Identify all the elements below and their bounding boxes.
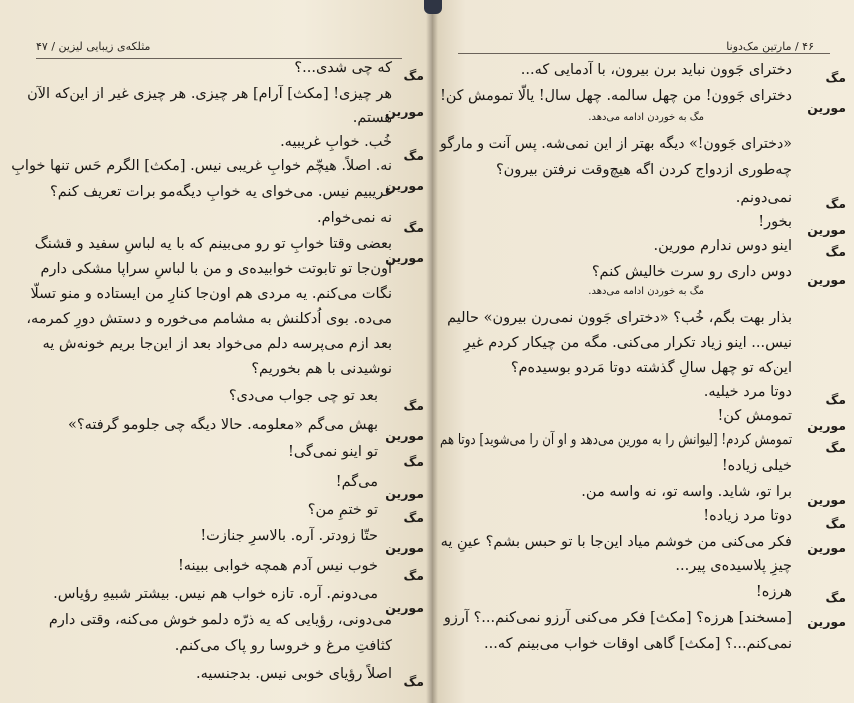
speaker-name: مگ bbox=[403, 398, 424, 413]
dialogue-line: [مسخند] هرزه؟ [مکث] فکر می‌کنی آرزو نمی‌کنم...؟ آرزو bbox=[443, 610, 792, 626]
dialogue-line: بعضی وقتا خوابِ تو رو می‌بینم که با یه لباسِ سفید و قشنگ bbox=[34, 236, 392, 252]
dialogue-line: خوب نیس آدم همچه خوابی ببینه! bbox=[177, 558, 378, 574]
speaker-name: مورین bbox=[807, 418, 846, 433]
dialogue-line: بعد تو چی جواب می‌دی؟ bbox=[228, 388, 378, 404]
speaker-name: مگ bbox=[825, 244, 846, 259]
dialogue-line: نوشیدنی با هم بخوریم؟ bbox=[251, 361, 392, 377]
dialogue-line: برا تو، شاید. واسه تو، نه واسه من. bbox=[581, 484, 792, 500]
dialogue-line: فکر می‌کنی من خوشم میاد این‌جا با تو حبس بشم؟ عینِ یه bbox=[440, 534, 792, 550]
dialogue-line: «دخترای جَوون!» دیگه بهتر از این نمی‌شه. پس آنت و مارگو bbox=[440, 136, 792, 152]
dialogue-line: خُب. خوابِ غریبیه. bbox=[280, 134, 392, 150]
speaker-name: مگ bbox=[403, 674, 424, 689]
dialogue-line: حتّا زودتر. آره. بالاسرِ جنازت! bbox=[200, 528, 378, 544]
dialogue-line: بذار بهت بگم، خُب؟ «دخترای جَوون نمی‌رن بیرون» حالیم bbox=[447, 310, 792, 326]
book-gutter bbox=[426, 0, 438, 703]
left-header-rule bbox=[36, 58, 402, 59]
left-page-header: مثلکه‌ی زیبایی لیزین / ۴۷ bbox=[36, 40, 151, 53]
dialogue-line: نگات می‌کنم. یه مردی هم اون‌جا کنارِ من ایستاده و منو تسلّا bbox=[30, 286, 392, 302]
stage-direction: مگ به خوردن ادامه می‌دهد. bbox=[588, 286, 704, 297]
speaker-name: مگ bbox=[825, 196, 846, 211]
right-header-rule bbox=[458, 53, 830, 54]
dialogue-line: دوتا مرد زیاده! bbox=[703, 508, 792, 524]
dialogue-line: هستم. bbox=[352, 110, 392, 126]
dialogue-line: دوتا مرد خیلیه. bbox=[703, 384, 792, 400]
dialogue-line: خیلی زیاده! bbox=[721, 458, 792, 474]
dialogue-line: می‌دونم. آره. تازه خواب هم نیس. بیشتر شبیهِ رؤیاس. bbox=[53, 586, 378, 602]
speaker-name: مگ bbox=[403, 148, 424, 163]
dialogue-line: می‌دونی، رؤیایی که یه ذرّه دلمو خوش می‌کنه، وقتی دارم bbox=[48, 612, 392, 628]
dialogue-line: هر چیزی! [مکث] آرام] هر چیزی. هر چیزی غیر از این‌که الآن bbox=[27, 86, 392, 102]
dialogue-line: این‌که تو چهل سالِ گذشته دوتا مَردو بوسیده‌م؟ bbox=[510, 360, 792, 376]
speaker-name: مگ bbox=[403, 510, 424, 525]
dialogue-line: نمی‌کنم...؟ [مکث] گاهی اوقات خواب می‌بینم که... bbox=[484, 636, 792, 652]
speaker-name: مورین bbox=[807, 222, 846, 237]
speaker-name: مگ bbox=[403, 454, 424, 469]
speaker-name: مورین bbox=[385, 104, 424, 119]
dialogue-line: بهش می‌گم «معلومه. حالا دیگه چی جلومو گرفته؟» bbox=[68, 417, 378, 433]
speaker-name: مگ bbox=[825, 516, 846, 531]
stage-direction: مگ به خوردن ادامه می‌دهد. bbox=[588, 112, 704, 123]
speaker-name: مورین bbox=[807, 540, 846, 555]
speaker-name: مورین bbox=[807, 272, 846, 287]
dialogue-line: نمی‌دونم. bbox=[735, 190, 792, 206]
speaker-name: مورین bbox=[385, 250, 424, 265]
speaker-name: مورین bbox=[385, 178, 424, 193]
speaker-name: مگ bbox=[825, 590, 846, 605]
dialogue-line: که چی شدی...؟ bbox=[294, 60, 392, 76]
dialogue-line: اصلاً رؤیای خوبی نیس. بدجنسیه. bbox=[196, 666, 392, 682]
dialogue-line: چیزِ پلاسیده‌ی پیر... bbox=[675, 558, 792, 574]
right-page-header: ۴۶ / مارتین مک‌دونا bbox=[726, 40, 814, 53]
dialogue-line: نه نمی‌خوام. bbox=[317, 210, 392, 226]
dialogue-line: دخترای جَوون! من چهل سالمه. چهل سال! یالّا تمومش کن! bbox=[440, 88, 792, 104]
speaker-name: مگ bbox=[403, 68, 424, 83]
speaker-name: مگ bbox=[403, 568, 424, 583]
speaker-name: مگ bbox=[825, 440, 846, 455]
dialogue-line: هرزه! bbox=[755, 584, 792, 600]
speaker-name: مورین bbox=[385, 486, 424, 501]
speaker-name: مورین bbox=[807, 492, 846, 507]
speaker-name: مورین bbox=[385, 540, 424, 555]
dialogue-line: دوس داری رو سرت خالیش کنم؟ bbox=[591, 264, 792, 280]
dialogue-line: نیس... اینو زیاد تکرار می‌کنی. مگه من چیکار کردم غیرِ bbox=[463, 335, 792, 351]
book-spine bbox=[424, 0, 442, 14]
speaker-name: مورین bbox=[807, 614, 846, 629]
dialogue-line: نه. اصلاً. هیچّم خوابِ غریبی نیس. [مکث] الگرم حَس تنها خوابِ bbox=[11, 158, 392, 174]
speaker-name: مورین bbox=[807, 100, 846, 115]
dialogue-line: اون‌جا تو تابوتت خوابیده‌ی و من با لباسِ سراپا مشکی دارم bbox=[40, 261, 392, 277]
dialogue-line: تو اینو نمی‌گی! bbox=[288, 444, 378, 460]
dialogue-line: می‌ده. بوی اُدکلنش به مشامم می‌خوره و دستش دورِ کمرمه، bbox=[26, 311, 392, 327]
speaker-name: مگ bbox=[825, 392, 846, 407]
dialogue-line: کثافتِ مرغ و خروسا رو پاک می‌کنم. bbox=[174, 638, 392, 654]
dialogue-line: تمومش کردم! [لیوانش را به مورین می‌دهد و او آن را می‌شوید] دوتا هم bbox=[439, 432, 792, 448]
dialogue-line: دخترای جَوون نباید برن بیرون، با آدمایی که... bbox=[520, 62, 792, 78]
dialogue-line: بعد ازم می‌پرسه دلم می‌خواد بعد از این‌جا بریم خونه‌ش یه bbox=[42, 336, 392, 352]
dialogue-line: چه‌طوری ازدواج کردن اگه هیچ‌وقت نرفتن بیرون؟ bbox=[495, 162, 792, 178]
dialogue-line: می‌گم! bbox=[335, 474, 378, 490]
dialogue-line: بخور! bbox=[758, 214, 792, 230]
speaker-name: مورین bbox=[385, 428, 424, 443]
speaker-name: مگ bbox=[403, 220, 424, 235]
speaker-name: مورین bbox=[385, 600, 424, 615]
right-page bbox=[432, 0, 854, 703]
dialogue-line: اینو دوس ندارم مورین. bbox=[653, 238, 792, 254]
dialogue-line: تمومش کن! bbox=[717, 408, 792, 424]
dialogue-line: تو ختمِ من؟ bbox=[307, 502, 378, 518]
dialogue-line: غریبیم نیس. می‌خوای یه خوابِ دیگه‌مو برات تعریف کنم؟ bbox=[50, 184, 392, 200]
speaker-name: مگ bbox=[825, 70, 846, 85]
